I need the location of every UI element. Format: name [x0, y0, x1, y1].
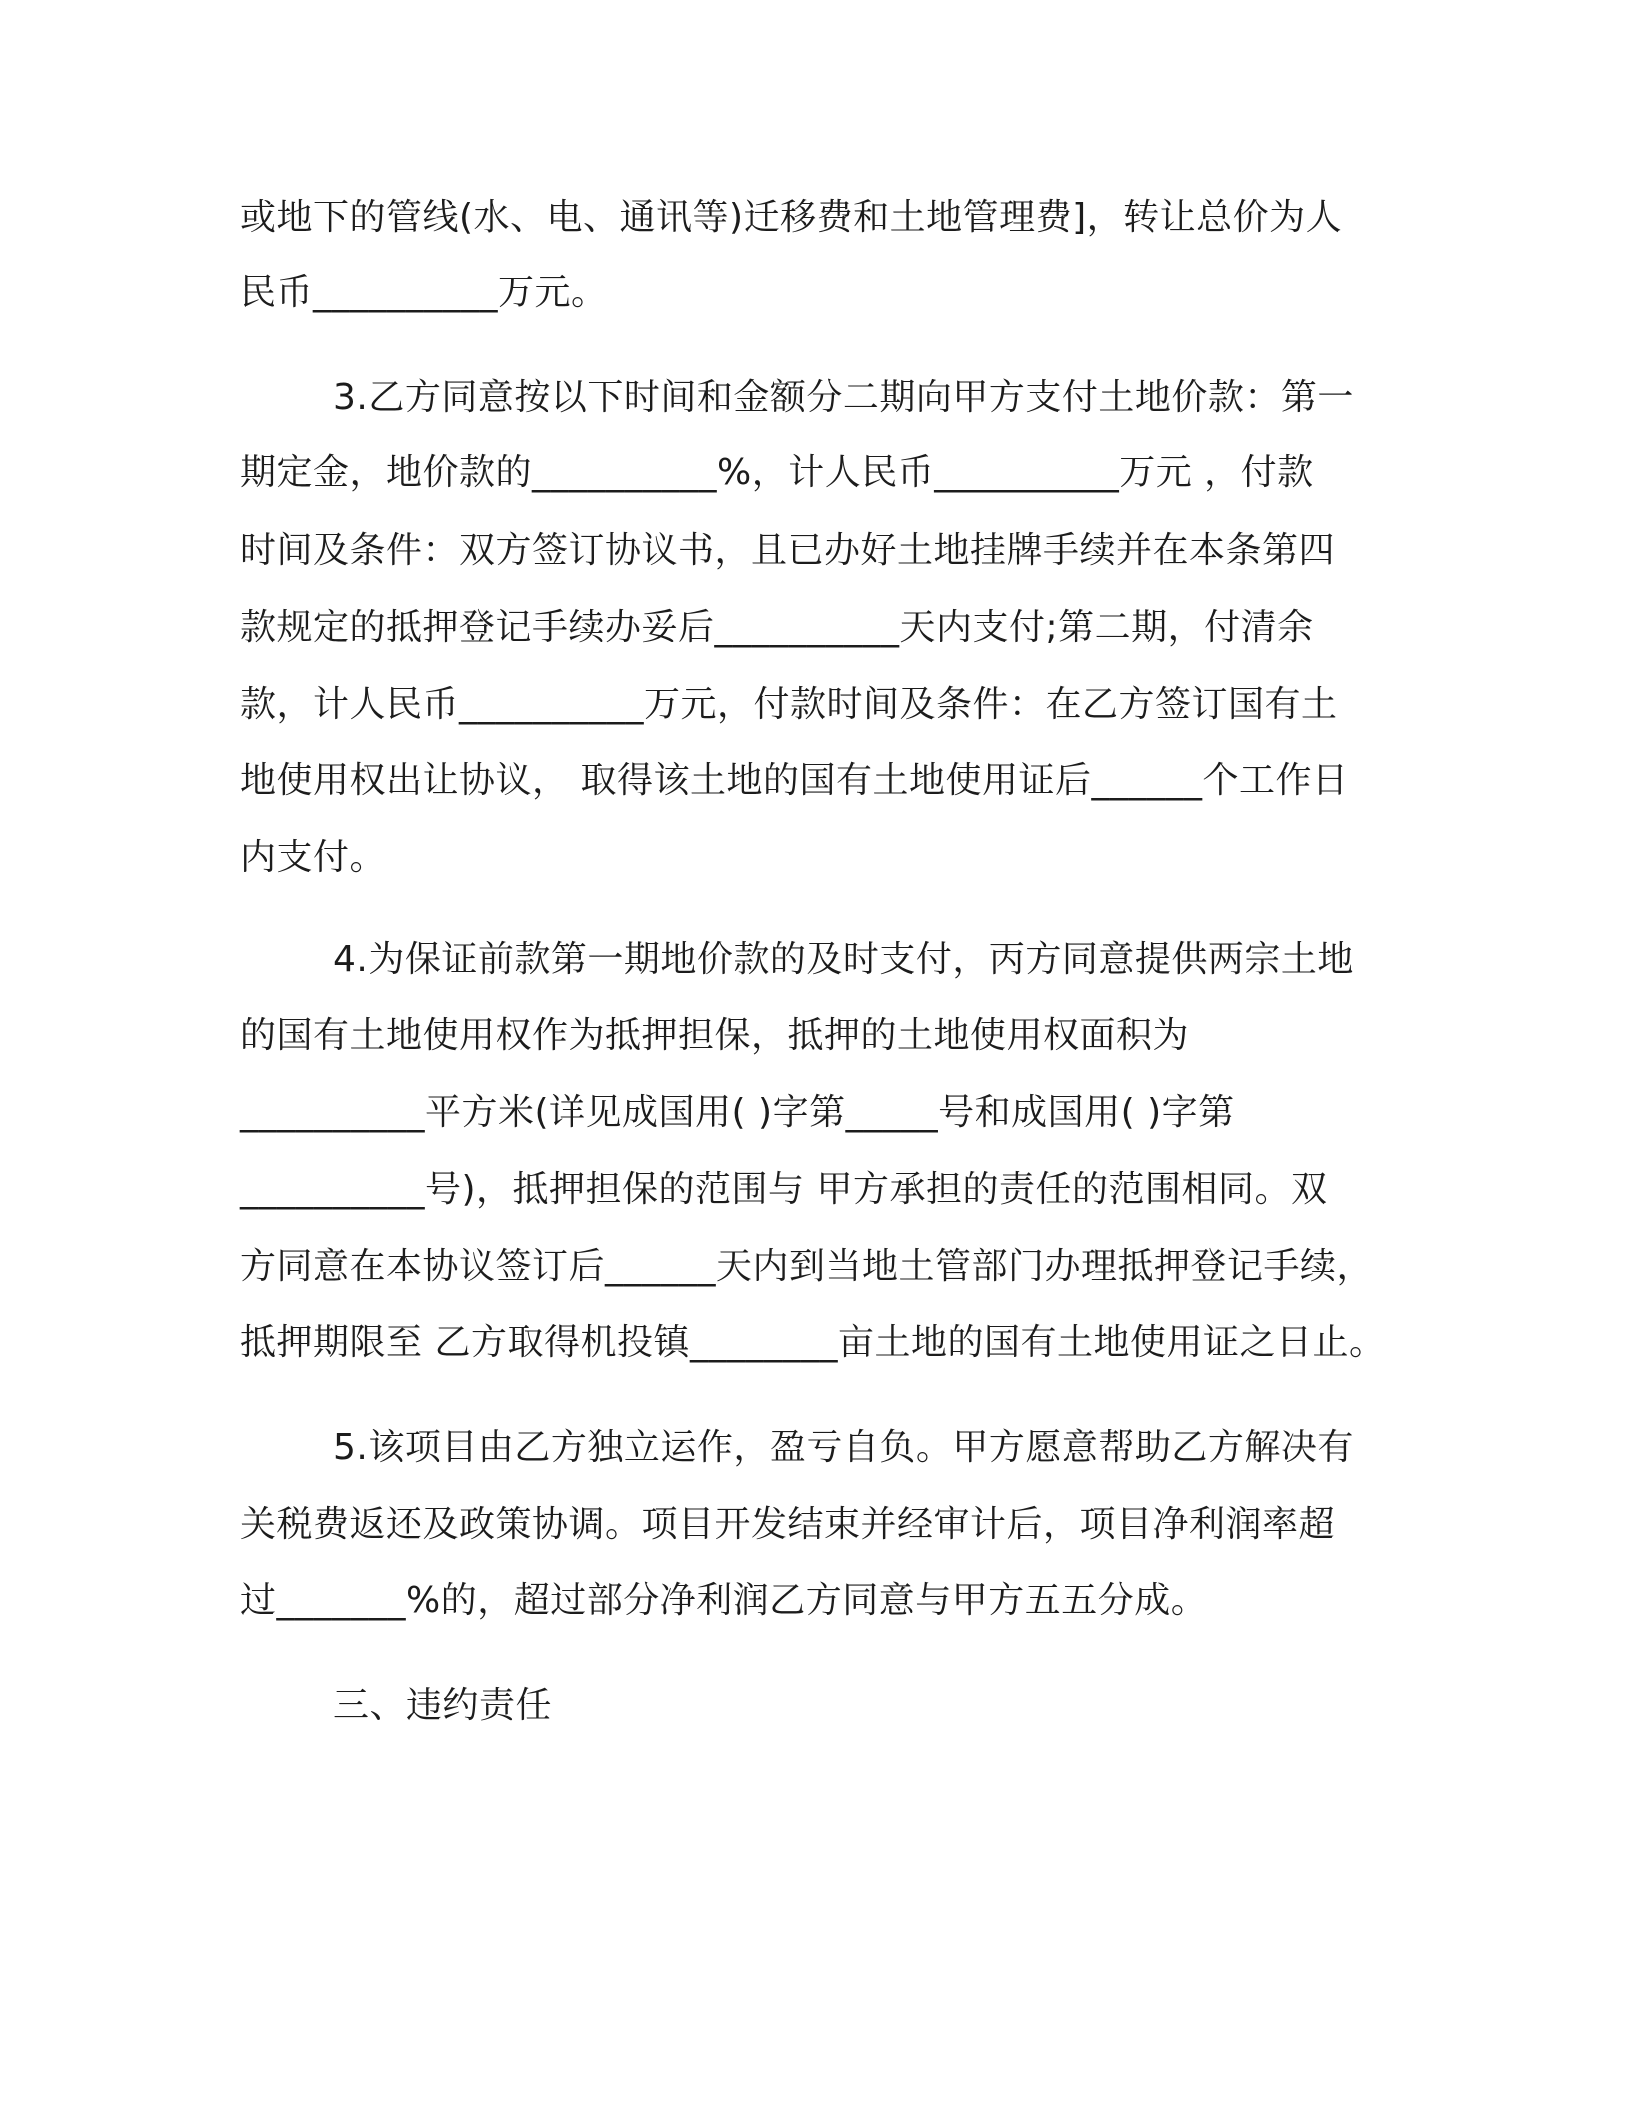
section-heading: 三、违约责任 — [333, 1685, 553, 1726]
paragraph-line: 的国有土地使用权作为抵押担保，抵押的土地使用权面积为 — [240, 1015, 1190, 1056]
paragraph-line: 抵押期限至 乙方取得机投镇________亩土地的国有土地使用证之日止。 — [240, 1322, 1386, 1363]
paragraph-line: 关税费返还及政策协调。项目开发结束并经审计后，项目净利润率超 — [240, 1504, 1336, 1545]
paragraph-line: 时间及条件：双方签订协议书，且已办好土地挂牌手续并在本条第四 — [240, 530, 1336, 571]
paragraph-line: 5.该项目由乙方独立运作，盈亏自负。甲方愿意帮助乙方解决有 — [333, 1427, 1354, 1468]
paragraph-line: 款规定的抵押登记手续办妥后__________天内支付;第二期，付清余 — [240, 607, 1314, 648]
paragraph-line: 过_______%的，超过部分净利润乙方同意与甲方五五分成。 — [240, 1580, 1208, 1621]
paragraph-line: __________号)，抵押担保的范围与 甲方承担的责任的范围相同。双 — [240, 1169, 1328, 1210]
paragraph-line: 4.为保证前款第一期地价款的及时支付，丙方同意提供两宗土地 — [333, 939, 1354, 980]
paragraph-line: 地使用权出让协议， 取得该土地的国有土地使用证后______个工作日 — [240, 760, 1349, 801]
paragraph-line: __________平方米(详见成国用( )字第_____号和成国用( )字第 — [240, 1092, 1235, 1133]
paragraph-line: 期定金，地价款的__________%，计人民币__________万元 ，付款 — [240, 452, 1314, 493]
paragraph-line: 款，计人民币__________万元，付款时间及条件：在乙方签订国有土 — [240, 684, 1338, 725]
paragraph-line: 或地下的管线(水、电、通讯等)迁移费和土地管理费]，转让总价为人 — [240, 197, 1343, 238]
paragraph-line: 3.乙方同意按以下时间和金额分二期向甲方支付土地价款：第一 — [333, 377, 1354, 418]
paragraph-line: 民币__________万元。 — [240, 272, 608, 313]
paragraph-line: 方同意在本协议签订后______天内到当地土管部门办理抵押登记手续， — [240, 1246, 1374, 1287]
paragraph-line: 内支付。 — [240, 837, 387, 878]
